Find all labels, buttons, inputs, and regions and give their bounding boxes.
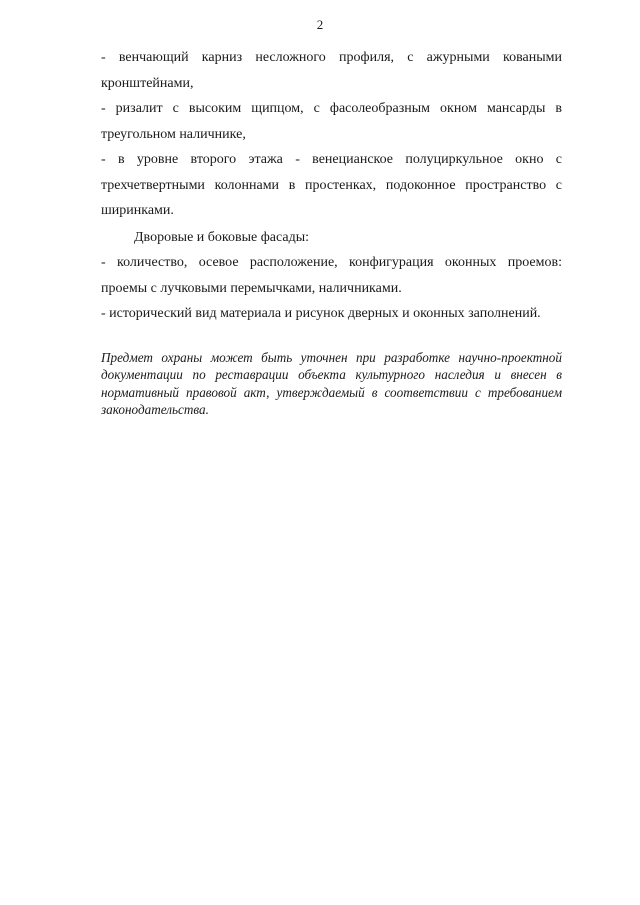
- list-item: - венчающий карниз несложного профиля, с ажурными коваными кронштейнами,: [101, 50, 562, 91]
- section-heading: Дворовые и боковые фасады:: [134, 229, 310, 245]
- list-item: - исторический вид материала и рисунок дверных и оконных заполнений.: [101, 306, 541, 321]
- page-number: 2: [316, 17, 324, 32]
- list-item: - в уровне второго этажа - венецианское полуциркульное окно с трехчетвертными колоннами в простенках, подоконное пространство с ширинками.: [101, 152, 562, 218]
- protection-note: Предмет охраны может быть уточнен при разработке научно-проектной документации по реставрации объекта культурного наследия и внесен в нормативный правовой акт, утверждаемый в соответствии с требованием законодательства.: [101, 349, 562, 417]
- document-body: [101, 45, 562, 432]
- list-item: - количество, осевое расположение, конфигурация оконных проемов: проемы с лучковыми перемычками, наличниками.: [101, 255, 562, 296]
- list-item: - ризалит с высоким щипцом, с фасолеобразным окном мансарды в треугольном наличнике,: [101, 101, 562, 142]
